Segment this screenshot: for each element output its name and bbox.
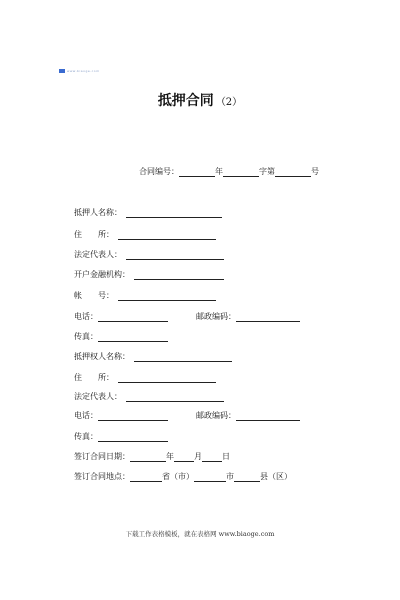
contract-code-field[interactable]	[223, 168, 259, 177]
site-logo	[59, 68, 100, 74]
page-footer: 下载工作表格模板，就在表格网 www.biaoge.com	[125, 530, 275, 538]
mortgagee-postcode-label: 邮政编码：	[196, 411, 236, 420]
mortgagee-phone-label: 电话：	[74, 411, 98, 420]
logo-text: www.biaoge.com	[67, 69, 100, 73]
logo-icon	[59, 69, 65, 73]
signing-date-label: 签订合同日期：	[74, 452, 130, 461]
signing-place-row	[74, 471, 292, 482]
mortgagor-rep-row	[74, 249, 224, 260]
mortgagee-name-label: 抵押权人名称：	[74, 352, 130, 361]
signing-city-field[interactable]	[194, 473, 226, 482]
signing-county-label: 县（区）	[260, 472, 292, 481]
mortgagor-postcode-label: 邮政编码：	[196, 312, 236, 321]
mortgagor-account-label: 帐 号：	[74, 291, 114, 300]
mortgagor-fax-field[interactable]	[98, 333, 168, 342]
mortgagor-address-label: 住 所：	[74, 230, 114, 239]
mortgagee-fax-field[interactable]	[98, 433, 168, 442]
mortgagee-address-row	[74, 372, 216, 383]
mortgagor-name-field[interactable]	[126, 209, 222, 218]
mortgagor-address-row	[74, 229, 216, 240]
signing-year-label: 年	[166, 452, 174, 461]
mortgagee-name-field[interactable]	[134, 353, 232, 362]
mortgagor-rep-field[interactable]	[126, 251, 224, 260]
mortgagor-contact-row	[74, 311, 300, 322]
signing-month-label: 月	[194, 452, 202, 461]
contract-number-field[interactable]	[179, 168, 215, 177]
mortgagee-rep-field[interactable]	[126, 393, 224, 402]
mortgagor-bank-label: 开户金融机构：	[74, 270, 130, 279]
contract-number-label: 合同编号：	[139, 167, 179, 176]
signing-date-row	[74, 451, 230, 462]
signing-month-field[interactable]	[174, 453, 194, 462]
mortgagor-bank-field[interactable]	[134, 271, 224, 280]
signing-city-label: 市	[226, 472, 234, 481]
signing-place-label: 签订合同地点：	[74, 472, 130, 481]
mortgagor-account-field[interactable]	[118, 292, 216, 301]
contract-zidi-label: 字第	[259, 167, 275, 176]
contract-hao-label: 号	[311, 167, 319, 176]
mortgagee-rep-label: 法定代表人：	[74, 392, 122, 401]
signing-day-field[interactable]	[202, 453, 222, 462]
mortgagor-fax-row	[74, 331, 168, 342]
title-suffix: （2）	[215, 97, 243, 108]
mortgagor-name-row	[74, 207, 222, 218]
mortgagor-account-row	[74, 290, 216, 301]
contract-number-row	[139, 166, 319, 177]
signing-year-field[interactable]	[130, 453, 166, 462]
mortgagee-name-row	[74, 351, 232, 362]
contract-seq-field[interactable]	[275, 168, 311, 177]
mortgagor-phone-field[interactable]	[98, 313, 168, 322]
contract-year-label: 年	[215, 167, 223, 176]
mortgagor-address-field[interactable]	[118, 231, 216, 240]
signing-day-label: 日	[222, 452, 230, 461]
mortgagor-bank-row	[74, 269, 224, 280]
mortgagee-rep-row	[74, 391, 224, 402]
mortgagor-phone-label: 电话：	[74, 312, 98, 321]
mortgagor-name-label: 抵押人名称：	[74, 208, 122, 217]
mortgagee-fax-label: 传真：	[74, 432, 98, 441]
mortgagor-rep-label: 法定代表人：	[74, 250, 122, 259]
mortgagee-contact-row	[74, 410, 300, 421]
title-text: 抵押合同	[157, 93, 214, 109]
mortgagor-postcode-field[interactable]	[236, 313, 300, 322]
mortgagor-fax-label: 传真：	[74, 332, 98, 341]
signing-province-label: 省（市）	[162, 472, 194, 481]
mortgagee-fax-row	[74, 431, 168, 442]
signing-county-field[interactable]	[234, 473, 260, 482]
signing-province-field[interactable]	[130, 473, 162, 482]
document-title	[0, 90, 400, 110]
mortgagee-address-field[interactable]	[118, 374, 216, 383]
mortgagee-phone-field[interactable]	[98, 412, 168, 421]
mortgagee-address-label: 住 所：	[74, 373, 114, 382]
mortgagee-postcode-field[interactable]	[236, 412, 300, 421]
